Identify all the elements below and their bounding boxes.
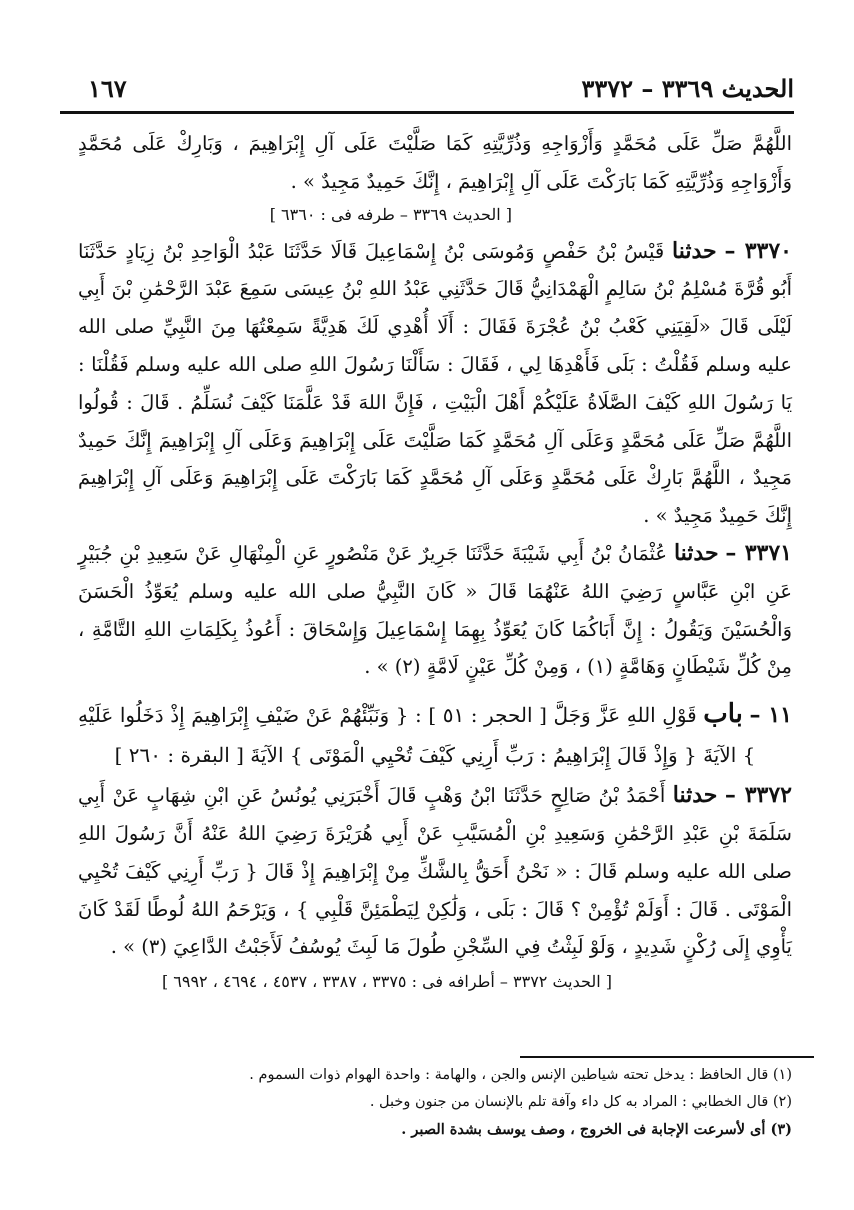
hadith-3372-reference: [ الحديث ٣٣٧٢ – أطرافه فى : ٣٣٧٥ ، ٣٣٨٧ ، ٤٥٣٧ ، ٤٦٩٤ ، ٦٩٩٢ ]: [161, 972, 612, 992]
hadith-3372: [78, 777, 792, 966]
hadith-text: قَيْسُ بْنُ حَفْصٍ وَمُوسَى بْنُ إِسْمَاعِيلَ قَالَا حَدَّثَنَا عَبْدُ الْوَاحِدِ بْنُ زِيَادٍ حَدَّثَنَا أَبُو قُرَّةَ مُسْلِمُ بْنُ سَالِمٍ الْهَمْدَانِيُّ قَالَ حَدَّثَنِي عَبْدُ اللهِ بْنُ عِيسَى سَمِعَ عَبْدَ الرَّحْمَٰنِ بْنَ أَبِي لَيْلَى قَالَ «لَقِيَنِي كَعْبُ بْنُ عُجْرَةَ فَقَالَ : أَلَا أُهْدِي لَكَ هَدِيَّةً سَمِعْتُهَا مِنَ النَّبِيِّ صلى الله عليه وسلم فَقُلْتُ : بَلَى فَأَهْدِهَا لِي ، فَقَالَ : سَأَلْنَا رَسُولَ اللهِ صلى الله عليه وسلم فَقُلْنَا : يَا رَسُولَ اللهِ كَيْفَ الصَّلَاةُ عَلَيْكُمْ أَهْلَ الْبَيْتِ ، فَإِنَّ اللهَ قَدْ عَلَّمَنَا كَيْفَ نُسَلِّمُ . قَالَ : قُولُوا اللَّهُمَّ صَلِّ عَلَى مُحَمَّدٍ وَعَلَى آلِ مُحَمَّدٍ كَمَا صَلَّيْتَ عَلَى إِبْرَاهِيمَ وَعَلَى آلِ إِبْرَاهِيمَ إِنَّكَ حَمِيدٌ مَجِيدٌ ، اللَّهُمَّ بَارِكْ عَلَى مُحَمَّدٍ وَعَلَى آلِ مُحَمَّدٍ كَمَا بَارَكْتَ عَلَى إِبْرَاهِيمَ وَعَلَى آلِ إِبْرَاهِيمَ إِنَّكَ حَمِيدٌ مَجِيدٌ » .: [78, 239, 792, 528]
hadith-range-title: الحديث ٣٣٦٩ – ٣٣٧٢: [581, 74, 794, 103]
footnote-3: (٣) أى لأسرعت الإجابة فى الخروج ، وصف يوسف بشدة الصبر .: [401, 1121, 792, 1138]
haddathana-label: حدثنا: [671, 237, 717, 264]
hadith-number: ٣٣٧١ –: [725, 539, 792, 566]
hadith-3369-continuation: اللَّهُمَّ صَلِّ عَلَى مُحَمَّدٍ وَأَزْوَاجِهِ وَذُرِّيَّتِهِ كَمَا صَلَّيْتَ عَلَى آلِ إِبْرَاهِيمَ ، وَبَارِكْ عَلَى مُحَمَّدٍ وَأَزْوَاجِهِ وَذُرِّيَّتِهِ كَمَا بَارَكْتَ عَلَى آلِ إِبْرَاهِيمَ ، إِنَّكَ حَمِيدٌ مَجِيدٌ » .: [78, 132, 792, 193]
hadith-3371: [78, 535, 792, 686]
hadith-3369-reference: [ الحديث ٣٣٦٩ – طرفه فى : ٦٣٦٠ ]: [269, 204, 512, 224]
footnote-1: (١) قال الحافظ : يدخل تحته شياطين الإنس والجن ، والهامة : واحدة الهوام ذوات السموم .: [249, 1067, 792, 1083]
haddathana-label: حدثنا: [672, 782, 718, 809]
footnote-divider: [520, 1056, 814, 1058]
header-divider: [60, 111, 794, 114]
haddathana-label: حدثنا: [673, 539, 719, 566]
hadith-3370: [78, 233, 792, 535]
footnotes: [180, 1062, 792, 1143]
chapter-bab-label: باب: [703, 699, 743, 730]
hadith-text: عُثْمَانُ بْنُ أَبِي شَيْبَةَ حَدَّثَنَا جَرِيرٌ عَنْ مَنْصُورٍ عَنِ الْمِنْهَالِ عَنْ سَعِيدِ بْنِ جُبَيْرٍ عَنِ ابْنِ عَبَّاسٍ رَضِيَ اللهُ عَنْهُمَا قَالَ « كَانَ النَّبِيُّ صلى الله عليه وسلم يُعَوِّذُ الْحَسَنَ وَالْحُسَيْنَ وَيَقُولُ : إِنَّ أَبَاكُمَا كَانَ يُعَوِّذُ بِهِمَا إِسْمَاعِيلَ وَإِسْحَاقَ : أَعُوذُ بِكَلِمَاتِ اللهِ التَّامَّةِ ، مِنْ كُلِّ شَيْطَانٍ وَهَامَّةٍ (١) ، وَمِنْ كُلِّ عَيْنٍ لَامَّةٍ (٢) » .: [78, 541, 792, 679]
chapter-number: ١١ –: [749, 702, 792, 729]
hadith-text: أَحْمَدُ بْنُ صَالِحٍ حَدَّثَنَا ابْنُ وَهْبٍ قَالَ أَخْبَرَنِي يُونُسُ عَنِ ابْنِ شِهَابٍ عَنْ أَبِي سَلَمَةَ بْنِ عَبْدِ الرَّحْمَٰنِ وَسَعِيدِ بْنِ الْمُسَيَّبِ عَنْ أَبِي هُرَيْرَةَ رَضِيَ اللهُ عَنْهُ أَنَّ رَسُولَ اللهِ صلى الله عليه وسلم قَالَ : « نَحْنُ أَحَقُّ بِالشَّكِّ مِنْ إِبْرَاهِيمَ إِذْ قَالَ { رَبِّ أَرِنِي كَيْفَ تُحْيِي الْمَوْتَى . قَالَ : أَوَلَمْ تُؤْمِنْ ؟ قَالَ : بَلَى ، وَلَٰكِنْ لِيَطْمَئِنَّ قَلْبِي } ، وَيَرْحَمُ اللهُ لُوطًا لَقَدْ كَانَ يَأْوِي إِلَى رُكْنٍ شَدِيدٍ ، وَلَوْ لَبِثْتُ فِي السِّجْنِ طُولَ مَا لَبِثَ يُوسُفُ لَأَجَبْتُ الدَّاعِيَ (٣) » .: [78, 784, 792, 959]
footnote-2: (٢) قال الخطابي : المراد به كل داء وآفة تلم بالإنسان من جنون وخبل .: [369, 1094, 792, 1110]
page-header: [88, 70, 794, 110]
chapter-title: قَوْلِ اللهِ عَزَّ وَجَلَّ [ الحجر : ٥١ ] : { وَنَبِّئْهُمْ عَنْ ضَيْفِ إِبْرَاهِيمَ إِذْ دَخَلُوا عَلَيْهِ } الآيَةَ { وَإِذْ قَالَ إِبْرَاهِيمُ : رَبِّ أَرِنِي كَيْفَ تُحْيِي الْمَوْتَى } الآيَةَ [ البقرة : ٢٦٠ ]: [78, 703, 756, 768]
page-number: ١٦٧: [88, 74, 127, 103]
page-body: [78, 125, 792, 996]
chapter-line: [78, 694, 792, 775]
chapter-heading: [78, 694, 792, 775]
hadith-number: ٣٣٧٠ –: [724, 237, 792, 264]
hadith-number: ٣٣٧٢ –: [724, 782, 792, 809]
